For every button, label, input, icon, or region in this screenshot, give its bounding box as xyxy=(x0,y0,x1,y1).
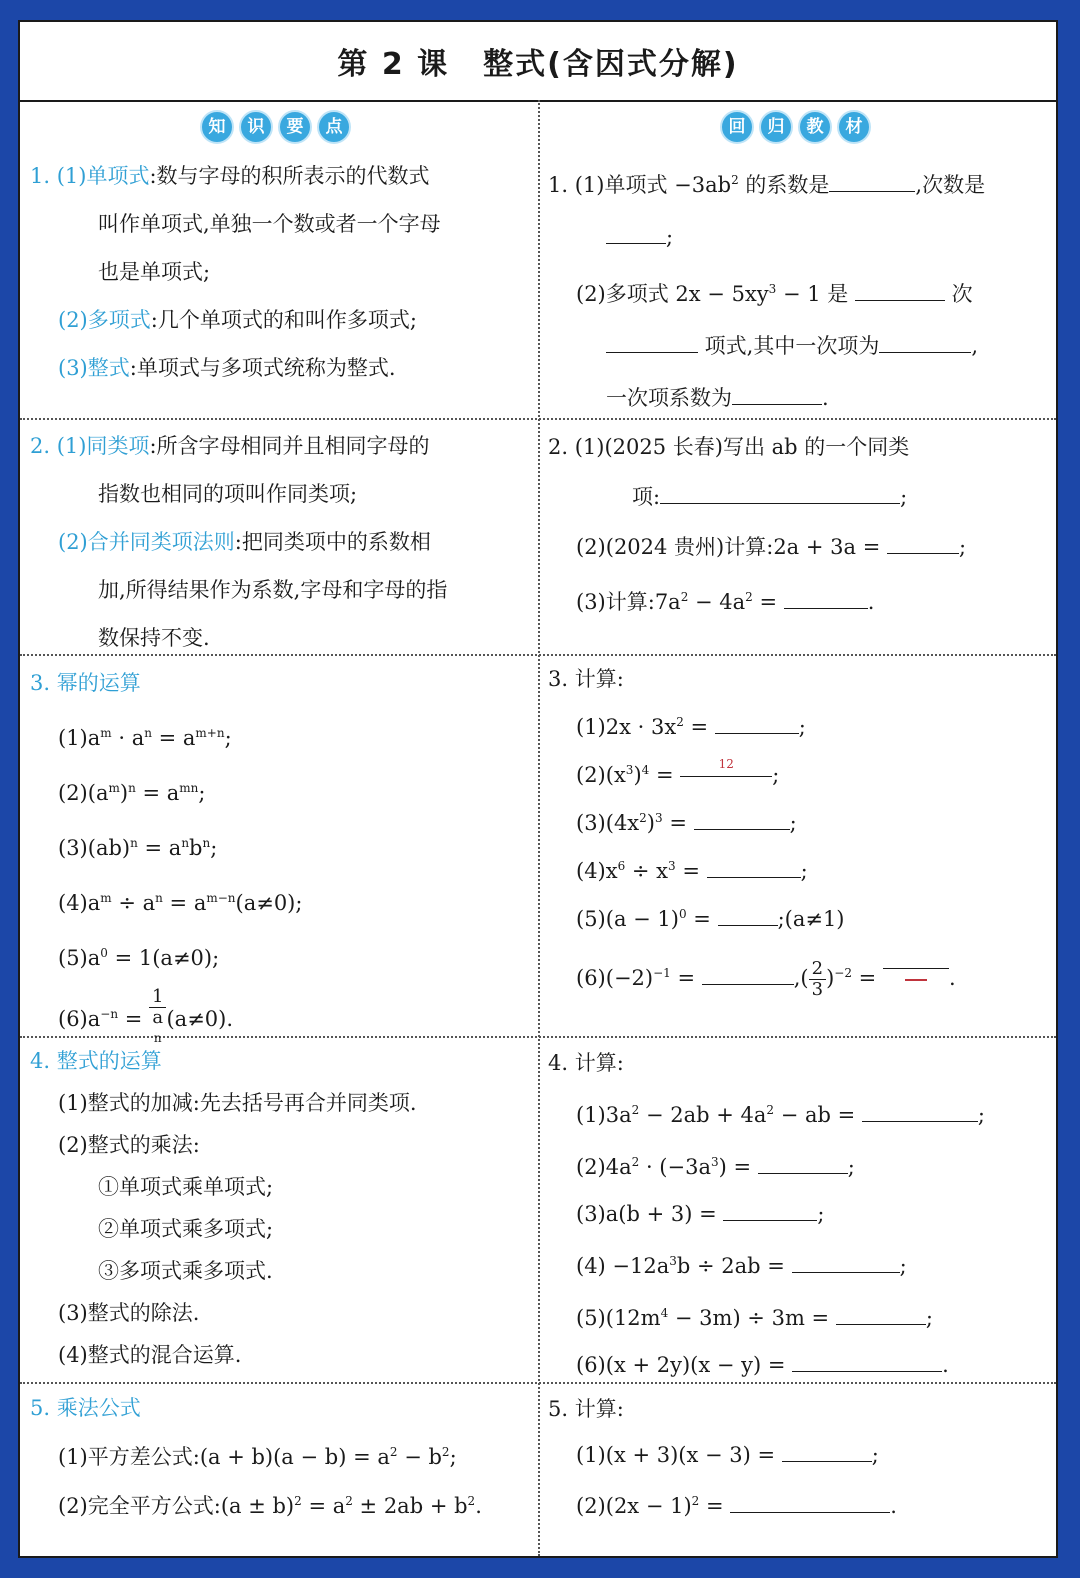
power-rule-6: $(6)a^{-n}$ = 1 a $^n$ (a≠0). xyxy=(30,983,528,1045)
answer-blank[interactable] xyxy=(782,1439,872,1462)
left-section-4: 4. 整式的运算 (1)整式的加减:先去括号再合并同类项. (2)整式的乘法: ①单项式乘单项式; ②单项式乘多项式; ③多项式乘多项式. (3)整式的除法. (4)整式的混合运算. xyxy=(30,1040,528,1376)
answer-blank[interactable] xyxy=(758,1151,848,1174)
term-monomial: 单项式 xyxy=(86,164,150,188)
answer-blank[interactable] xyxy=(606,221,666,244)
left-section-2: 2. (1)同类项:所含字母相同并且相同字母的 指数也相同的项叫作同类项; (2)合并同类项法则:把同类项中的系数相 加,所得结果作为系数,字母和字母的指 数保持不变. xyxy=(30,434,448,650)
calc-heading-3: 3. 计算: xyxy=(548,667,624,691)
right-section-3: 3. 计算: $(1)2x \cdot 3x^2$ = ; $(2)(x^3)^4 = ^{12}$ ; $(3)(4x^2)^3$ = ; $(4)x^6 \div x^3$ = ; $(5)(a - 1)^0$ = ;(a≠1) $(6)(-2)^{-1}$ = ,( $\frac{2}{3}$ )$^{-2}$ = . xyxy=(548,658,1053,1005)
answer-blank[interactable] xyxy=(784,586,868,609)
header-badge: 回 xyxy=(720,110,754,144)
right-section-4: 4. 计算: $(1)3a^2 - 2ab + 4a^2$ − ab = ; $(2)4a^2 \cdot (-3a^3)$ = ; (3)a(b + 3) = ; $(4) -12a^3b \div 2ab$ = ; $(5)(12m^4 - 3m) \div 3m$ = ; (6)(x + 2y)(x − y) = . xyxy=(548,1040,1053,1389)
perfect-square: (2)完全平方公式:(a ± $b)^2 = a^2 \pm 2ab + b^2$. xyxy=(58,1494,482,1518)
power-rule-2: $(2)(a^m)^n = a^{mn}$; xyxy=(58,781,206,805)
textbook-review-header xyxy=(720,104,871,150)
answer-blank[interactable] xyxy=(694,807,790,830)
term-like-terms: 同类项 xyxy=(86,434,150,458)
column-divider xyxy=(538,100,540,1556)
answer-blank[interactable] xyxy=(730,1490,890,1513)
answer-blank[interactable] xyxy=(723,1198,817,1221)
answer-blank[interactable] xyxy=(702,962,794,985)
expression-ops-heading: 4. 整式的运算 xyxy=(30,1049,162,1073)
answer-blank[interactable] xyxy=(732,382,822,405)
header-badge: 识 xyxy=(239,110,273,144)
calc-heading-4: 4. 计算: xyxy=(548,1051,624,1075)
header-badge: 材 xyxy=(837,110,871,144)
red-mark xyxy=(905,979,927,981)
answer-blank[interactable] xyxy=(855,278,945,301)
worksheet-page xyxy=(18,20,1058,1558)
answer-blank[interactable] xyxy=(792,1349,942,1372)
handwritten-note: 12 xyxy=(718,757,734,771)
left-section-1: 1. (1)单项式:数与字母的积所表示的代数式 叫作单项式,单独一个数或者一个字母 也是单项式; (2)多项式:几个单项式的和叫作多项式; (3)整式:单项式与多项式统称为整式. xyxy=(30,164,441,380)
answer-blank[interactable] xyxy=(660,481,900,504)
answer-blank[interactable] xyxy=(707,855,801,878)
difference-of-squares: (1)平方差公式:(a + $b)(a - b) = a^2 - b^2$; xyxy=(58,1445,457,1469)
right-section-1: 1. (1)单项式 $-3ab^2$ 的系数是 ,次数是 ; (2)多项式 $2x - 5xy^3 - 1$ 是 次 项式,其中一次项为 , 一次项系数为 . xyxy=(548,154,1053,424)
calc-heading-5: 5. 计算: xyxy=(548,1397,624,1421)
header-badge: 教 xyxy=(798,110,832,144)
term-integral-expression: (3)整式 xyxy=(58,356,130,380)
header-badge: 知 xyxy=(200,110,234,144)
multiplication-formula-heading: 5. 乘法公式 xyxy=(30,1396,141,1420)
left-section-3 xyxy=(30,658,528,1045)
answer-blank[interactable] xyxy=(680,754,772,777)
header-badge: 归 xyxy=(759,110,793,144)
answer-blank[interactable] xyxy=(792,1250,900,1273)
header-badge: 要 xyxy=(278,110,312,144)
answer-blank[interactable] xyxy=(606,330,698,353)
answer-blank[interactable] xyxy=(862,1099,978,1122)
answer-blank[interactable] xyxy=(887,531,959,554)
answer-blank[interactable] xyxy=(715,711,799,734)
answer-blank[interactable] xyxy=(829,169,915,192)
right-section-5: 5. 计算: (1)(x + 3)(x − 3) = ; $(2)(2x - 1)^2$ = . xyxy=(548,1386,1053,1529)
left-section-5 xyxy=(30,1386,528,1528)
power-rule-4: $(4)a^m \div a^n = a^{m-n}(a\ne 0)$; xyxy=(58,891,303,915)
power-rule-3: $(3)(ab)^n = a^nb^n$; xyxy=(58,836,218,860)
lesson-topic: 整式(含因式分解) xyxy=(483,47,739,82)
lesson-number: 第 2 课 xyxy=(337,47,450,82)
term-polynomial: (2)多项式 xyxy=(58,308,151,332)
power-rule-1: $(1)a^m \cdot a^n = a^{m+n}$; xyxy=(58,726,232,750)
right-section-2: 2. (1)(2025 长春)写出 ab 的一个同类 项: ; (2)(2024 贵州)计算:2a + 3a = ; (3)计算$:7a^2 - 4a^2$ = . xyxy=(548,435,967,614)
term-combine-rule: (2)合并同类项法则 xyxy=(58,530,235,554)
fraction: $\frac{2}{3}$ xyxy=(809,959,826,1000)
knowledge-points-header xyxy=(200,104,351,150)
answer-blank[interactable] xyxy=(836,1302,926,1325)
power-rule-5: $(5)a^0 = 1(a\ne 0)$; xyxy=(58,946,220,970)
answer-blank[interactable] xyxy=(879,330,971,353)
fraction: 1 a $^n$ xyxy=(149,987,166,1054)
answer-blank[interactable] xyxy=(718,903,778,926)
answer-blank[interactable] xyxy=(883,946,949,969)
power-ops-heading: 3. 幂的运算 xyxy=(30,671,141,695)
header-badge: 点 xyxy=(317,110,351,144)
page-title xyxy=(20,22,1056,102)
